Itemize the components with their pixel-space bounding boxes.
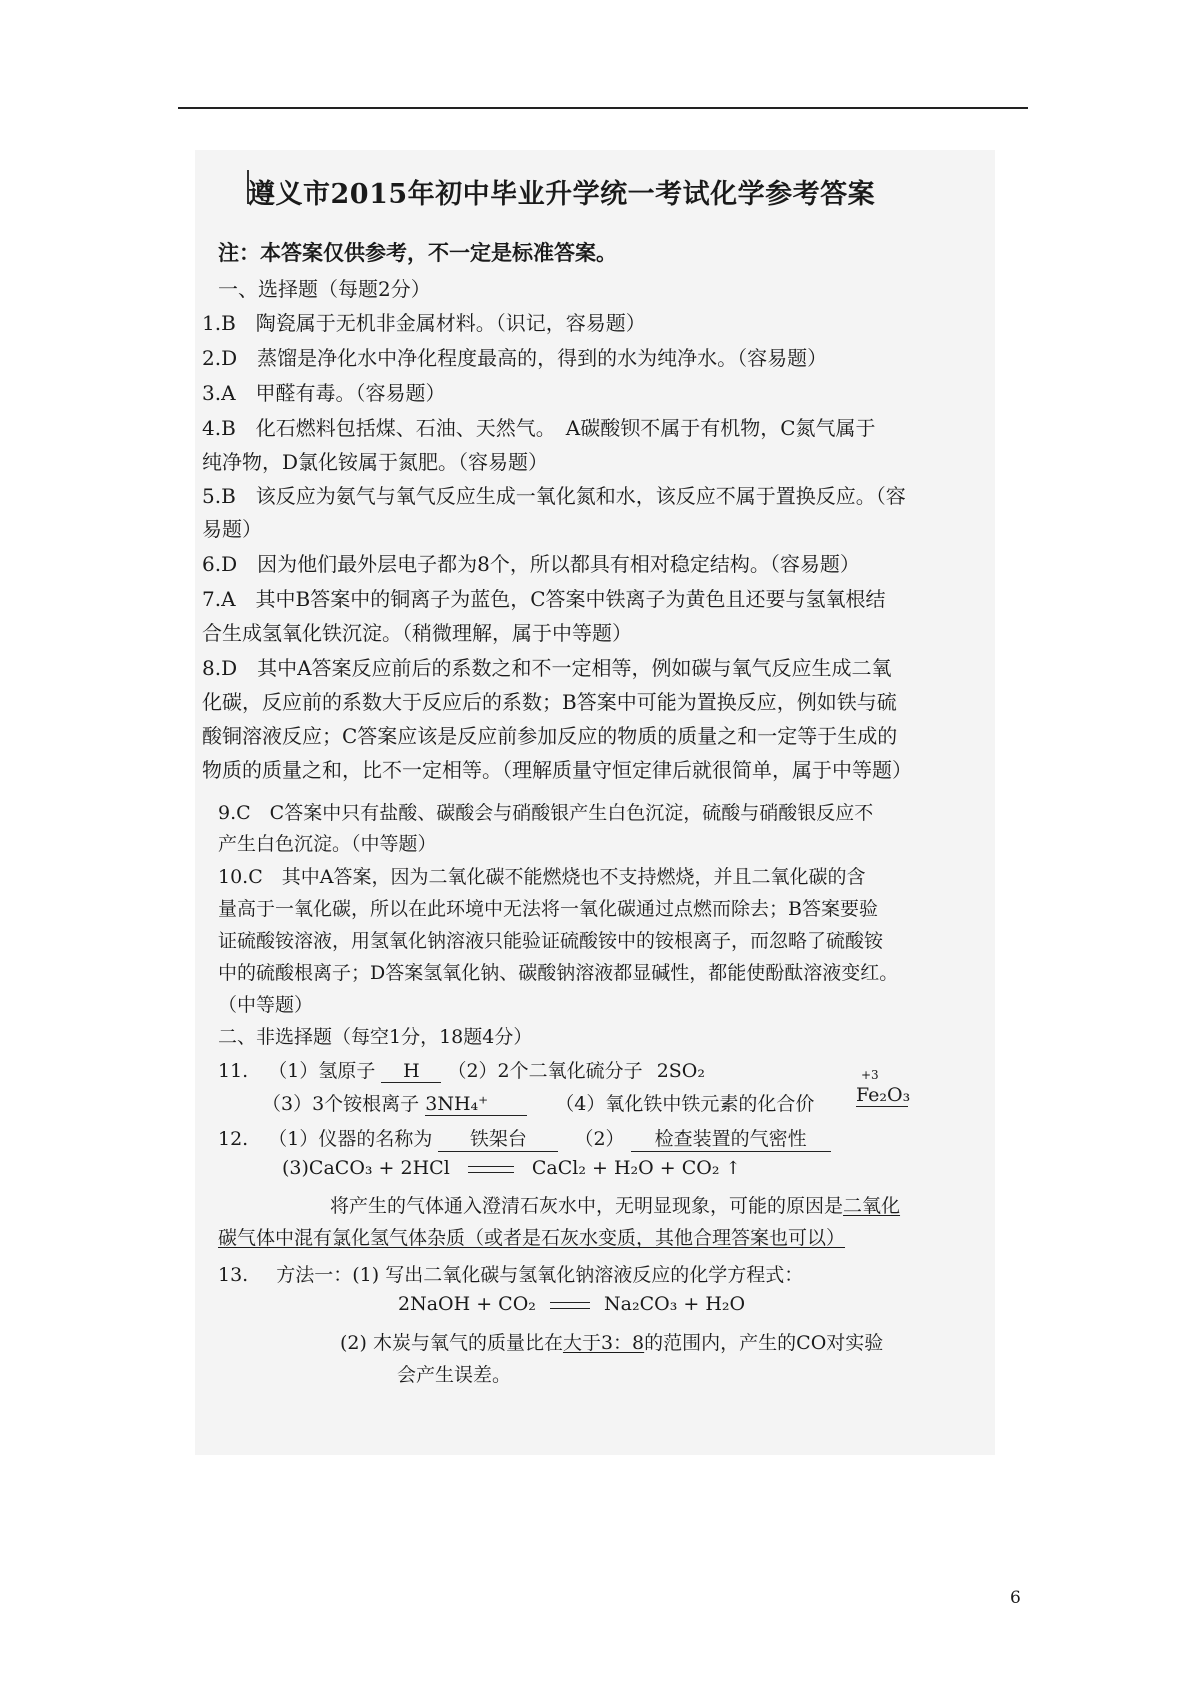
answer-12-part-1-answer: 铁架台	[438, 1124, 558, 1152]
answer-3: 3.A 甲醛有毒。（容易题）	[202, 381, 446, 405]
answer-11-part-1-answer: H	[381, 1060, 441, 1083]
answer-7-line-1: 7.A 其中B答案中的铜离子为蓝色，C答案中铁离子为黄色且还要与氢氧根结	[202, 587, 886, 611]
answer-2: 2.D 蒸馏是净化水中净化程度最高的，得到的水为纯净水。（容易题）	[202, 346, 828, 370]
header-rule	[178, 107, 1028, 109]
answer-11-part-1-label: （1）氢原子	[268, 1060, 376, 1082]
answer-12-part-1-label: （1）仪器的名称为	[268, 1128, 433, 1150]
answer-13-number: 13.	[218, 1264, 249, 1286]
answer-4-line-2: 纯净物，D氯化铵属于氮肥。（容易题）	[202, 450, 549, 474]
answer-12-part-2-label: （2）	[574, 1128, 625, 1150]
answer-5-line-1: 5.B 该反应为氨气与氧气反应生成一氧化氮和水，该反应不属于置换反应。（容	[202, 484, 906, 508]
answer-4-line-1: 4.B 化石燃料包括煤、石油、天然气。 A碳酸钡不属于有机物，C氮气属于	[202, 416, 876, 440]
answer-12-line-4	[218, 1223, 845, 1250]
answer-13-part-2-text-end: 的范围内，产生的CO对实验	[644, 1332, 884, 1354]
answer-12-part-4-text: 将产生的气体通入澄清石灰水中，无明显现象，可能的原因是	[330, 1195, 844, 1217]
page-number: 6	[1010, 1588, 1021, 1608]
answer-11-part-4-label: （4）氧化铁中铁元素的化合价	[555, 1093, 815, 1115]
equation-products-2: Na₂CO₃ + H₂O	[604, 1293, 746, 1315]
answer-11-part-2-label: （2）2个二氧化硫分子	[447, 1060, 643, 1082]
answer-5-line-2: 易题）	[202, 517, 262, 541]
answer-11-number: 11.	[218, 1060, 249, 1082]
section-1-heading: 一、选择题（每题2分）	[218, 277, 431, 301]
answer-10-line-3: 证硫酸铵溶液，用氢氧化钠溶液只能验证硫酸铵中的铵根离子，而忽略了硫酸铵	[218, 930, 884, 952]
answer-13-equation	[398, 1293, 745, 1315]
equals-sign	[468, 1166, 514, 1173]
answer-13-line-3	[340, 1328, 883, 1355]
answer-12-number: 12.	[218, 1128, 249, 1150]
answer-11-line-1	[218, 1056, 705, 1083]
answer-13-part-2-text: (2) 木炭与氧气的质量比在	[340, 1332, 563, 1354]
answer-10-line-4: 中的硫酸根离子；D答案氢氧化钠、碳酸钠溶液都显碱性，都能使酚酞溶液变红。	[218, 962, 899, 984]
answer-6: 6.D 因为他们最外层电子都为8个，所以都具有相对稳定结构。（容易题）	[202, 552, 860, 576]
answer-12-part-4-answer-start: 二氧化	[843, 1195, 901, 1217]
answer-8-line-1: 8.D 其中A答案反应前后的系数之和不一定相等，例如碳与氧气反应生成二氧	[202, 656, 892, 680]
answer-12-line-3	[330, 1191, 900, 1218]
answer-12-equation	[282, 1157, 741, 1179]
note: 注：本答案仅供参考，不一定是标准答案。	[218, 240, 617, 265]
page-title: 遵义市2015年初中毕业升学统一考试化学参考答案	[248, 179, 876, 210]
answer-8-line-4: 物质的质量之和，比不一定相等。（理解质量守恒定律后就很简单，属于中等题）	[202, 758, 912, 782]
answer-7-line-2: 合生成氢氧化铁沉淀。（稍微理解，属于中等题）	[202, 621, 632, 645]
answer-10-line-1: 10.C 其中A答案，因为二氧化碳不能燃烧也不支持燃烧，并且二氧化碳的含	[218, 866, 866, 888]
answer-11-part-4-answer: Fe₂O₃	[856, 1084, 911, 1106]
equation-products: CaCl₂ + H₂O + CO₂	[531, 1157, 720, 1179]
answer-10-line-2: 量高于一氧化碳，所以在此环境中无法将一氧化碳通过点燃而除去；B答案要验	[218, 898, 878, 920]
valence-label: +3	[861, 1068, 879, 1082]
answer-13-method-1: 方法一：(1) 写出二氧化碳与氢氧化钠溶液反应的化学方程式：	[276, 1264, 804, 1286]
answer-13-line-4: 会产生误差。	[397, 1364, 512, 1386]
answer-12-part-4-answer-cont: 碳气体中混有氯化氢气体杂质（或者是石灰水变质，其他合理答案也可以）	[218, 1227, 846, 1249]
answer-11-line-2	[262, 1089, 814, 1116]
gas-arrow-icon: ↑	[725, 1158, 741, 1179]
answer-12-part-2-answer: 检查装置的气密性	[631, 1124, 831, 1152]
answer-13-part-2-answer: 大于3：8	[562, 1332, 645, 1354]
answer-10-line-5: （中等题）	[218, 994, 314, 1016]
section-2-heading: 二、非选择题（每空1分，18题4分）	[218, 1026, 533, 1048]
answer-11-part-2-answer: 2SO₂	[656, 1060, 705, 1082]
equation-reactants: (3)CaCO₃ + 2HCl	[282, 1157, 450, 1179]
answer-11-part-3-answer: 3NH₄⁺	[425, 1093, 527, 1116]
equals-sign-2	[550, 1302, 590, 1309]
answer-8-line-3: 酸铜溶液反应；C答案应该是反应前参加反应的物质的质量之和一定等于生成的	[202, 724, 898, 748]
answer-11-part-3-label: （3）3个铵根离子	[262, 1093, 420, 1115]
answer-9-line-1: 9.C C答案中只有盐酸、碳酸会与硝酸银产生白色沉淀，硫酸与硝酸银反应不	[218, 802, 874, 824]
equation-reactants-2: 2NaOH + CO₂	[398, 1293, 536, 1315]
answer-13-line-1	[218, 1260, 803, 1287]
answer-11-part-4-answer-wrap	[856, 1084, 911, 1107]
answer-9-line-2: 产生白色沉淀。（中等题）	[218, 833, 437, 855]
answer-8-line-2: 化碳，反应前的系数大于反应后的系数；B答案中可能为置换反应，例如铁与硫	[202, 690, 897, 714]
answer-1: 1.B 陶瓷属于无机非金属材料。（识记，容易题）	[202, 311, 646, 335]
answer-12-line-1	[218, 1124, 831, 1152]
